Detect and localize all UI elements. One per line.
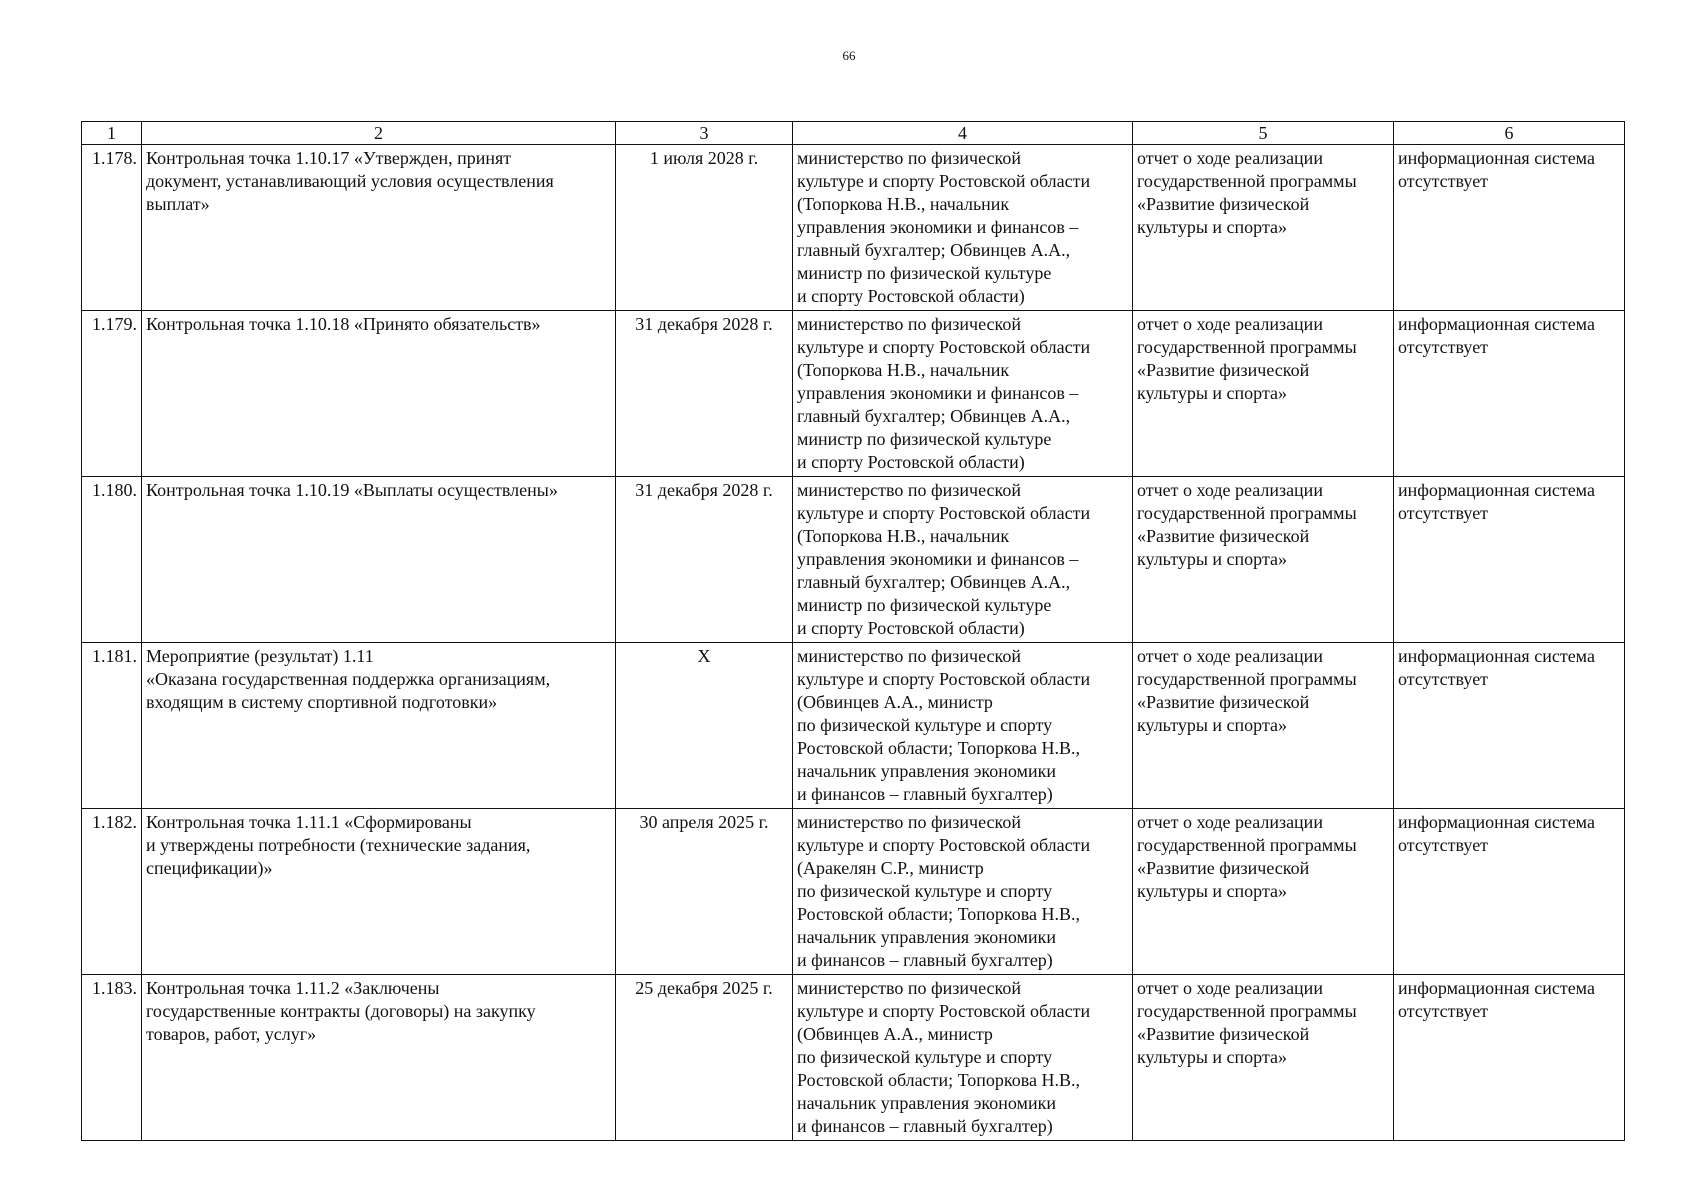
row-document: отчет о ходе реализации государственной программы «Развитие физической культуры и спорта»: [1133, 975, 1394, 1141]
table-row: [82, 311, 1625, 477]
row-name: Контрольная точка 1.10.17 «Утвержден, принят документ, устанавливающий условия осуществления выплат»: [142, 145, 616, 311]
row-responsible: министерство по физической культуре и спорту Ростовской области (Обвинцев А.А., министр по физической культуре и спорту Ростовской области; Топоркова Н.В., начальник управления экономики и финансов – главный бухгалтер): [793, 643, 1133, 809]
row-info-system: информационная система отсутствует: [1394, 809, 1625, 975]
row-number: 1.178.: [82, 145, 142, 311]
row-info-system: информационная система отсутствует: [1394, 477, 1625, 643]
row-name: Мероприятие (результат) 1.11 «Оказана государственная поддержка организациям, входящим в систему спортивной подготовки»: [142, 643, 616, 809]
header-cell: 3: [616, 122, 793, 145]
table-row: [82, 477, 1625, 643]
row-info-system: информационная система отсутствует: [1394, 311, 1625, 477]
table-row: [82, 145, 1625, 311]
row-info-system: информационная система отсутствует: [1394, 643, 1625, 809]
row-date: 1 июля 2028 г.: [616, 145, 793, 311]
row-responsible: министерство по физической культуре и спорту Ростовской области (Топоркова Н.В., начальник управления экономики и финансов – главный бухгалтер; Обвинцев А.А., министр по физической культуре и спорту Ростовской области): [793, 311, 1133, 477]
row-responsible: министерство по физической культуре и спорту Ростовской области (Топоркова Н.В., начальник управления экономики и финансов – главный бухгалтер; Обвинцев А.А., министр по физической культуре и спорту Ростовской области): [793, 477, 1133, 643]
table-row: [82, 975, 1625, 1141]
row-number: 1.183.: [82, 975, 142, 1141]
row-number: 1.180.: [82, 477, 142, 643]
row-info-system: информационная система отсутствует: [1394, 975, 1625, 1141]
row-responsible: министерство по физической культуре и спорту Ростовской области (Обвинцев А.А., министр по физической культуре и спорту Ростовской области; Топоркова Н.В., начальник управления экономики и финансов – главный бухгалтер): [793, 975, 1133, 1141]
row-name: Контрольная точка 1.10.18 «Принято обязательств»: [142, 311, 616, 477]
row-date: Х: [616, 643, 793, 809]
row-document: отчет о ходе реализации государственной программы «Развитие физической культуры и спорта»: [1133, 311, 1394, 477]
table-row: [82, 809, 1625, 975]
table-header-row: [82, 122, 1625, 145]
row-info-system: информационная система отсутствует: [1394, 145, 1625, 311]
header-cell: 1: [82, 122, 142, 145]
row-number: 1.179.: [82, 311, 142, 477]
table-row: [82, 643, 1625, 809]
row-name: Контрольная точка 1.10.19 «Выплаты осуществлены»: [142, 477, 616, 643]
header-cell: 4: [793, 122, 1133, 145]
row-responsible: министерство по физической культуре и спорту Ростовской области (Топоркова Н.В., начальник управления экономики и финансов – главный бухгалтер; Обвинцев А.А., министр по физической культуре и спорту Ростовской области): [793, 145, 1133, 311]
row-number: 1.182.: [82, 809, 142, 975]
header-cell: 6: [1394, 122, 1625, 145]
row-document: отчет о ходе реализации государственной программы «Развитие физической культуры и спорта»: [1133, 809, 1394, 975]
row-date: 31 декабря 2028 г.: [616, 311, 793, 477]
header-cell: 2: [142, 122, 616, 145]
row-number: 1.181.: [82, 643, 142, 809]
row-date: 30 апреля 2025 г.: [616, 809, 793, 975]
page-number: 66: [842, 48, 856, 63]
row-responsible: министерство по физической культуре и спорту Ростовской области (Аракелян С.Р., министр по физической культуре и спорту Ростовской области; Топоркова Н.В., начальник управления экономики и финансов – главный бухгалтер): [793, 809, 1133, 975]
row-date: 25 декабря 2025 г.: [616, 975, 793, 1141]
row-document: отчет о ходе реализации государственной программы «Развитие физической культуры и спорта»: [1133, 145, 1394, 311]
control-points-table: [81, 121, 1625, 1141]
row-name: Контрольная точка 1.11.2 «Заключены государственные контракты (договоры) на закупку товаров, работ, услуг»: [142, 975, 616, 1141]
row-name: Контрольная точка 1.11.1 «Сформированы и утверждены потребности (технические задания, спецификации)»: [142, 809, 616, 975]
row-document: отчет о ходе реализации государственной программы «Развитие физической культуры и спорта»: [1133, 477, 1394, 643]
header-cell: 5: [1133, 122, 1394, 145]
row-document: отчет о ходе реализации государственной программы «Развитие физической культуры и спорта»: [1133, 643, 1394, 809]
row-date: 31 декабря 2028 г.: [616, 477, 793, 643]
